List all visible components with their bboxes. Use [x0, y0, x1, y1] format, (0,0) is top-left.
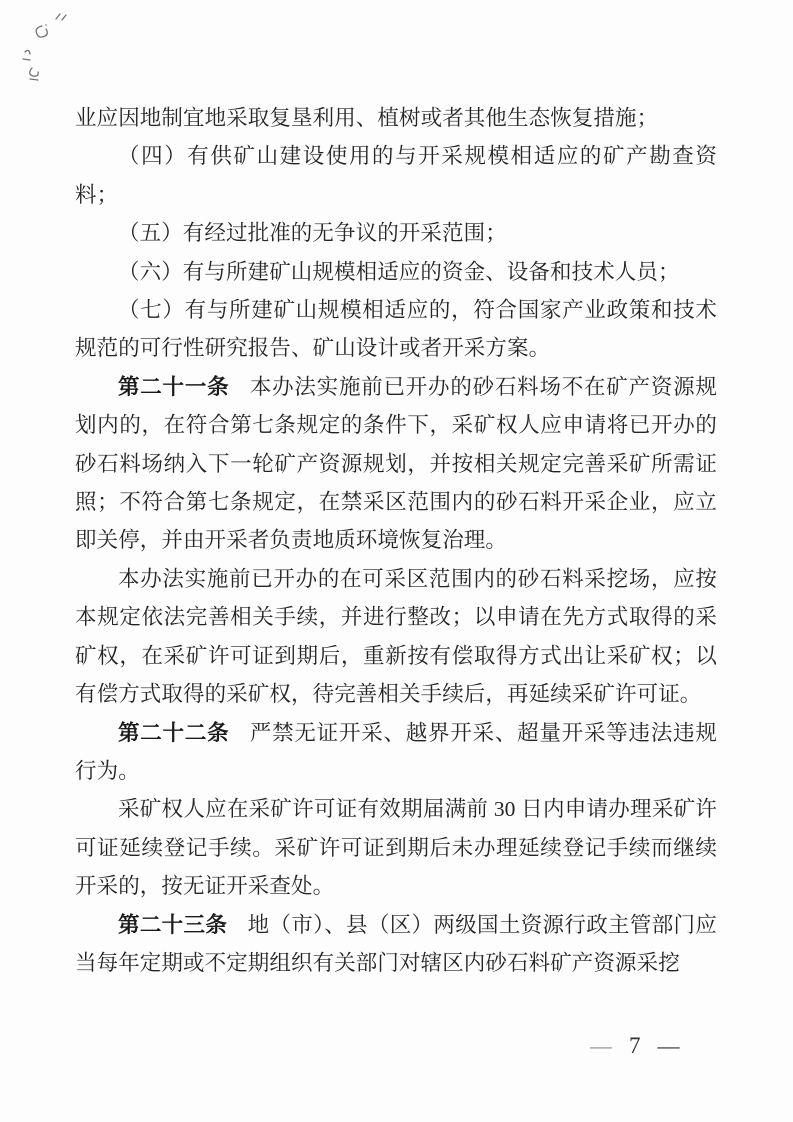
article-23-number: 第二十三条 [118, 912, 228, 937]
footer-dash-right-icon: — [657, 1033, 680, 1058]
paragraph-continuation: 业应因地制宜地采取复垦利用、植树或者其他生态恢复措施； [75, 106, 659, 130]
footer-dash-left-icon: — [590, 1033, 612, 1058]
article-21-paragraph-2: 本办法实施前已开办的在可采区范围内的砂石料采挖场，应按本规定依法完善相关手续，并进行整改；以申请在先方式取得的采矿权，在采矿许可证到期后，重新按有偿取得方式出让采矿权；以有偿方式取得的采矿权，待完善相关手续后，再延续采矿许可证。 [75, 566, 717, 707]
article-22-number: 第二十二条 [118, 720, 230, 745]
article-22-text: 严禁无证开采、越界开采、超量开采等违法违规行为。 [75, 720, 717, 783]
clause-item-4: （四）有供矿山建设使用的与开采规模相适应的矿产勘查资料； [75, 144, 717, 207]
article-21-paragraph-1 [75, 368, 717, 560]
clause-item-6: （六）有与所建矿山规模相适应的资金、设备和技术人员； [118, 259, 680, 284]
clause-item-7: （七）有与所建矿山规模相适应的，符合国家产业政策和技术规范的可行性研究报告、矿山设计或者开采方案。 [75, 298, 717, 361]
article-22-paragraph-1 [75, 714, 717, 791]
article-21-text: 本办法实施前已开办的砂石料场不在矿产资源规划内的，在符合第七条规定的条件下，采矿权人应申请将已开办的砂石料场纳入下一轮矿产资源规划，并按相关规定完善采矿所需证照；不符合第七条规定，在禁采区范围内的砂石料开采企业，应立即关停，并由开采者负责地质环境恢复治理。 [75, 374, 717, 553]
page-footer [590, 1033, 680, 1059]
article-21-number: 第二十一条 [118, 374, 230, 399]
text-block [75, 99, 717, 982]
article-23-paragraph-1 [75, 906, 717, 983]
article-22-paragraph-2: 采矿权人应在采矿许可证有效期届满前 30 日内申请办理采矿许可证延续登记手续。采矿许可证到期后未办理延续登记手续而继续开采的，按无证开采查处。 [75, 797, 717, 899]
page-number: 7 [629, 1033, 641, 1058]
article-23-text: 地（市）、县（区）两级国土资源行政主管部门应当每年定期或不定期组织有关部门对辖区内砂石料矿产资源采挖 [75, 912, 717, 975]
clause-item-5: （五）有经过批准的无争议的开采范围； [118, 221, 507, 246]
ink-smudge-marks [15, 8, 85, 93]
